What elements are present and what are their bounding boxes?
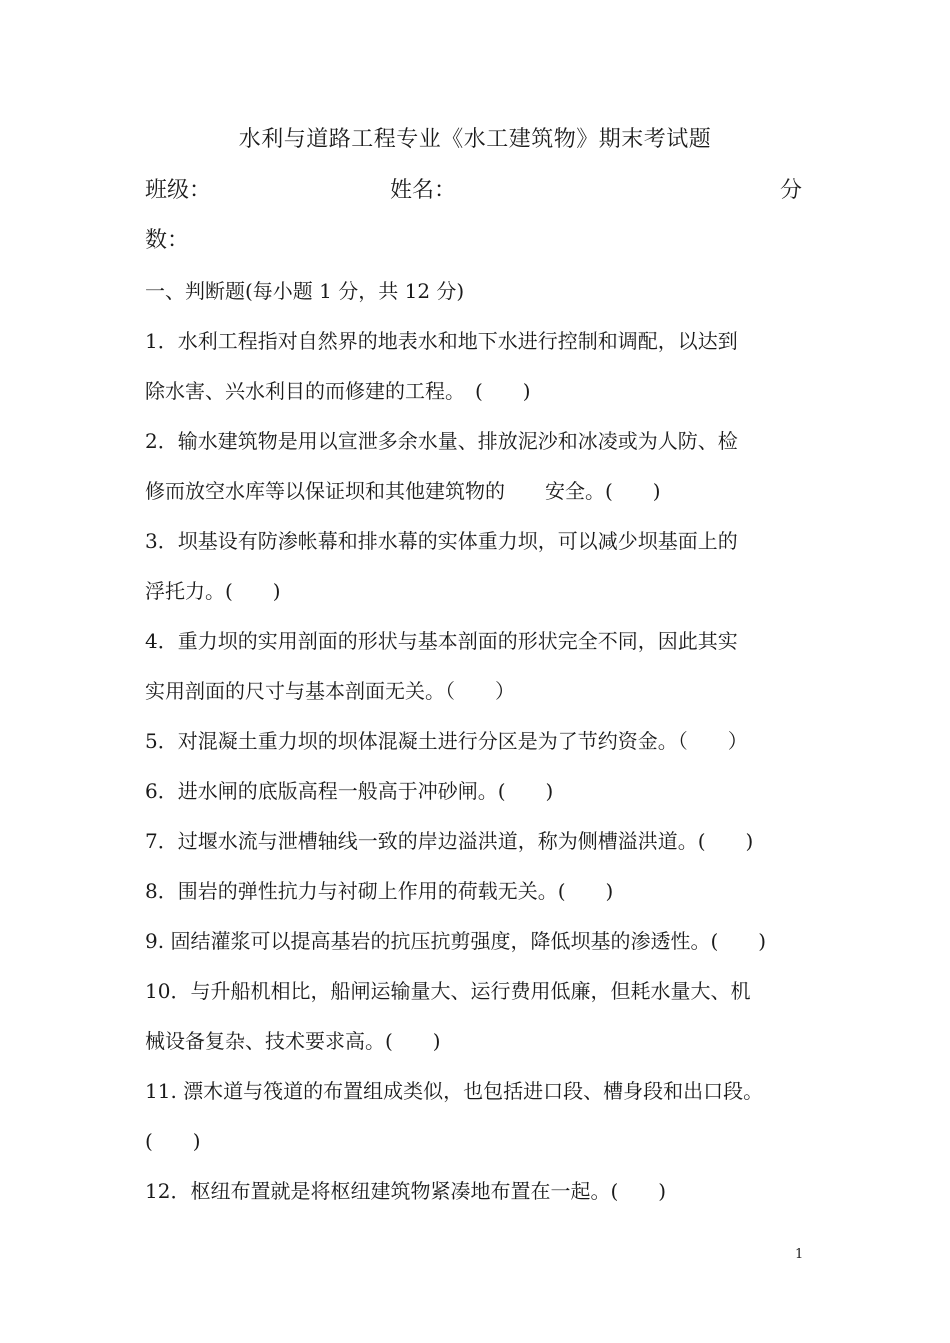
question-line: 2．输水建筑物是用以宣泄多余水量、排放泥沙和冰凌或为人防、检 — [145, 429, 738, 453]
exam-title: 水利与道路工程专业《水工建筑物》期末考试题 — [238, 127, 712, 152]
question-line: ( ) — [145, 1129, 201, 1153]
question-line: 7．过堰水流与泄槽轴线一致的岸边溢洪道，称为侧槽溢洪道。( ) — [145, 829, 754, 853]
question-line: 修而放空水库等以保证坝和其他建筑物的 安全。( ) — [145, 479, 661, 503]
score-label-part2: 数： — [145, 228, 190, 253]
question-line: 6．进水闸的底版高程一般高于冲砂闸。( ) — [145, 779, 554, 803]
section-heading: 一、判断题(每小题 1 分，共 12 分) — [145, 279, 465, 303]
question-line: 5．对混凝土重力坝的坝体混凝土进行分区是为了节约资金。（ ） — [145, 729, 748, 753]
page-number: 1 — [795, 1247, 804, 1262]
question-line: 10．与升船机相比，船闸运输量大、运行费用低廉，但耗水量大、机 — [145, 979, 751, 1003]
question-line: 9. 固结灌浆可以提高基岩的抗压抗剪强度，降低坝基的渗透性。( ) — [145, 929, 767, 953]
question-line: 8．围岩的弹性抗力与衬砌上作用的荷载无关。( ) — [145, 879, 614, 903]
name-label: 姓名： — [390, 178, 457, 203]
question-line: 11. 漂木道与筏道的布置组成类似，也包括进口段、槽身段和出口段。 — [145, 1079, 764, 1103]
question-line: 12．枢纽布置就是将枢纽建筑物紧凑地布置在一起。( ) — [145, 1179, 667, 1203]
question-line: 浮托力。( ) — [145, 579, 281, 603]
question-line: 4．重力坝的实用剖面的形状与基本剖面的形状完全不同，因此其实 — [145, 629, 738, 653]
question-line: 实用剖面的尺寸与基本剖面无关。（ ） — [145, 679, 515, 703]
question-line: 1．水利工程指对自然界的地表水和地下水进行控制和调配，以达到 — [145, 329, 738, 353]
question-line: 除水害、兴水利目的而修建的工程。 ( ) — [145, 379, 531, 403]
question-line: 3．坝基设有防渗帐幕和排水幕的实体重力坝，可以减少坝基面上的 — [145, 529, 738, 553]
score-label-part1: 分 — [780, 178, 803, 203]
class-label: 班级： — [145, 178, 212, 203]
question-line: 械设备复杂、技术要求高。( ) — [145, 1029, 441, 1053]
